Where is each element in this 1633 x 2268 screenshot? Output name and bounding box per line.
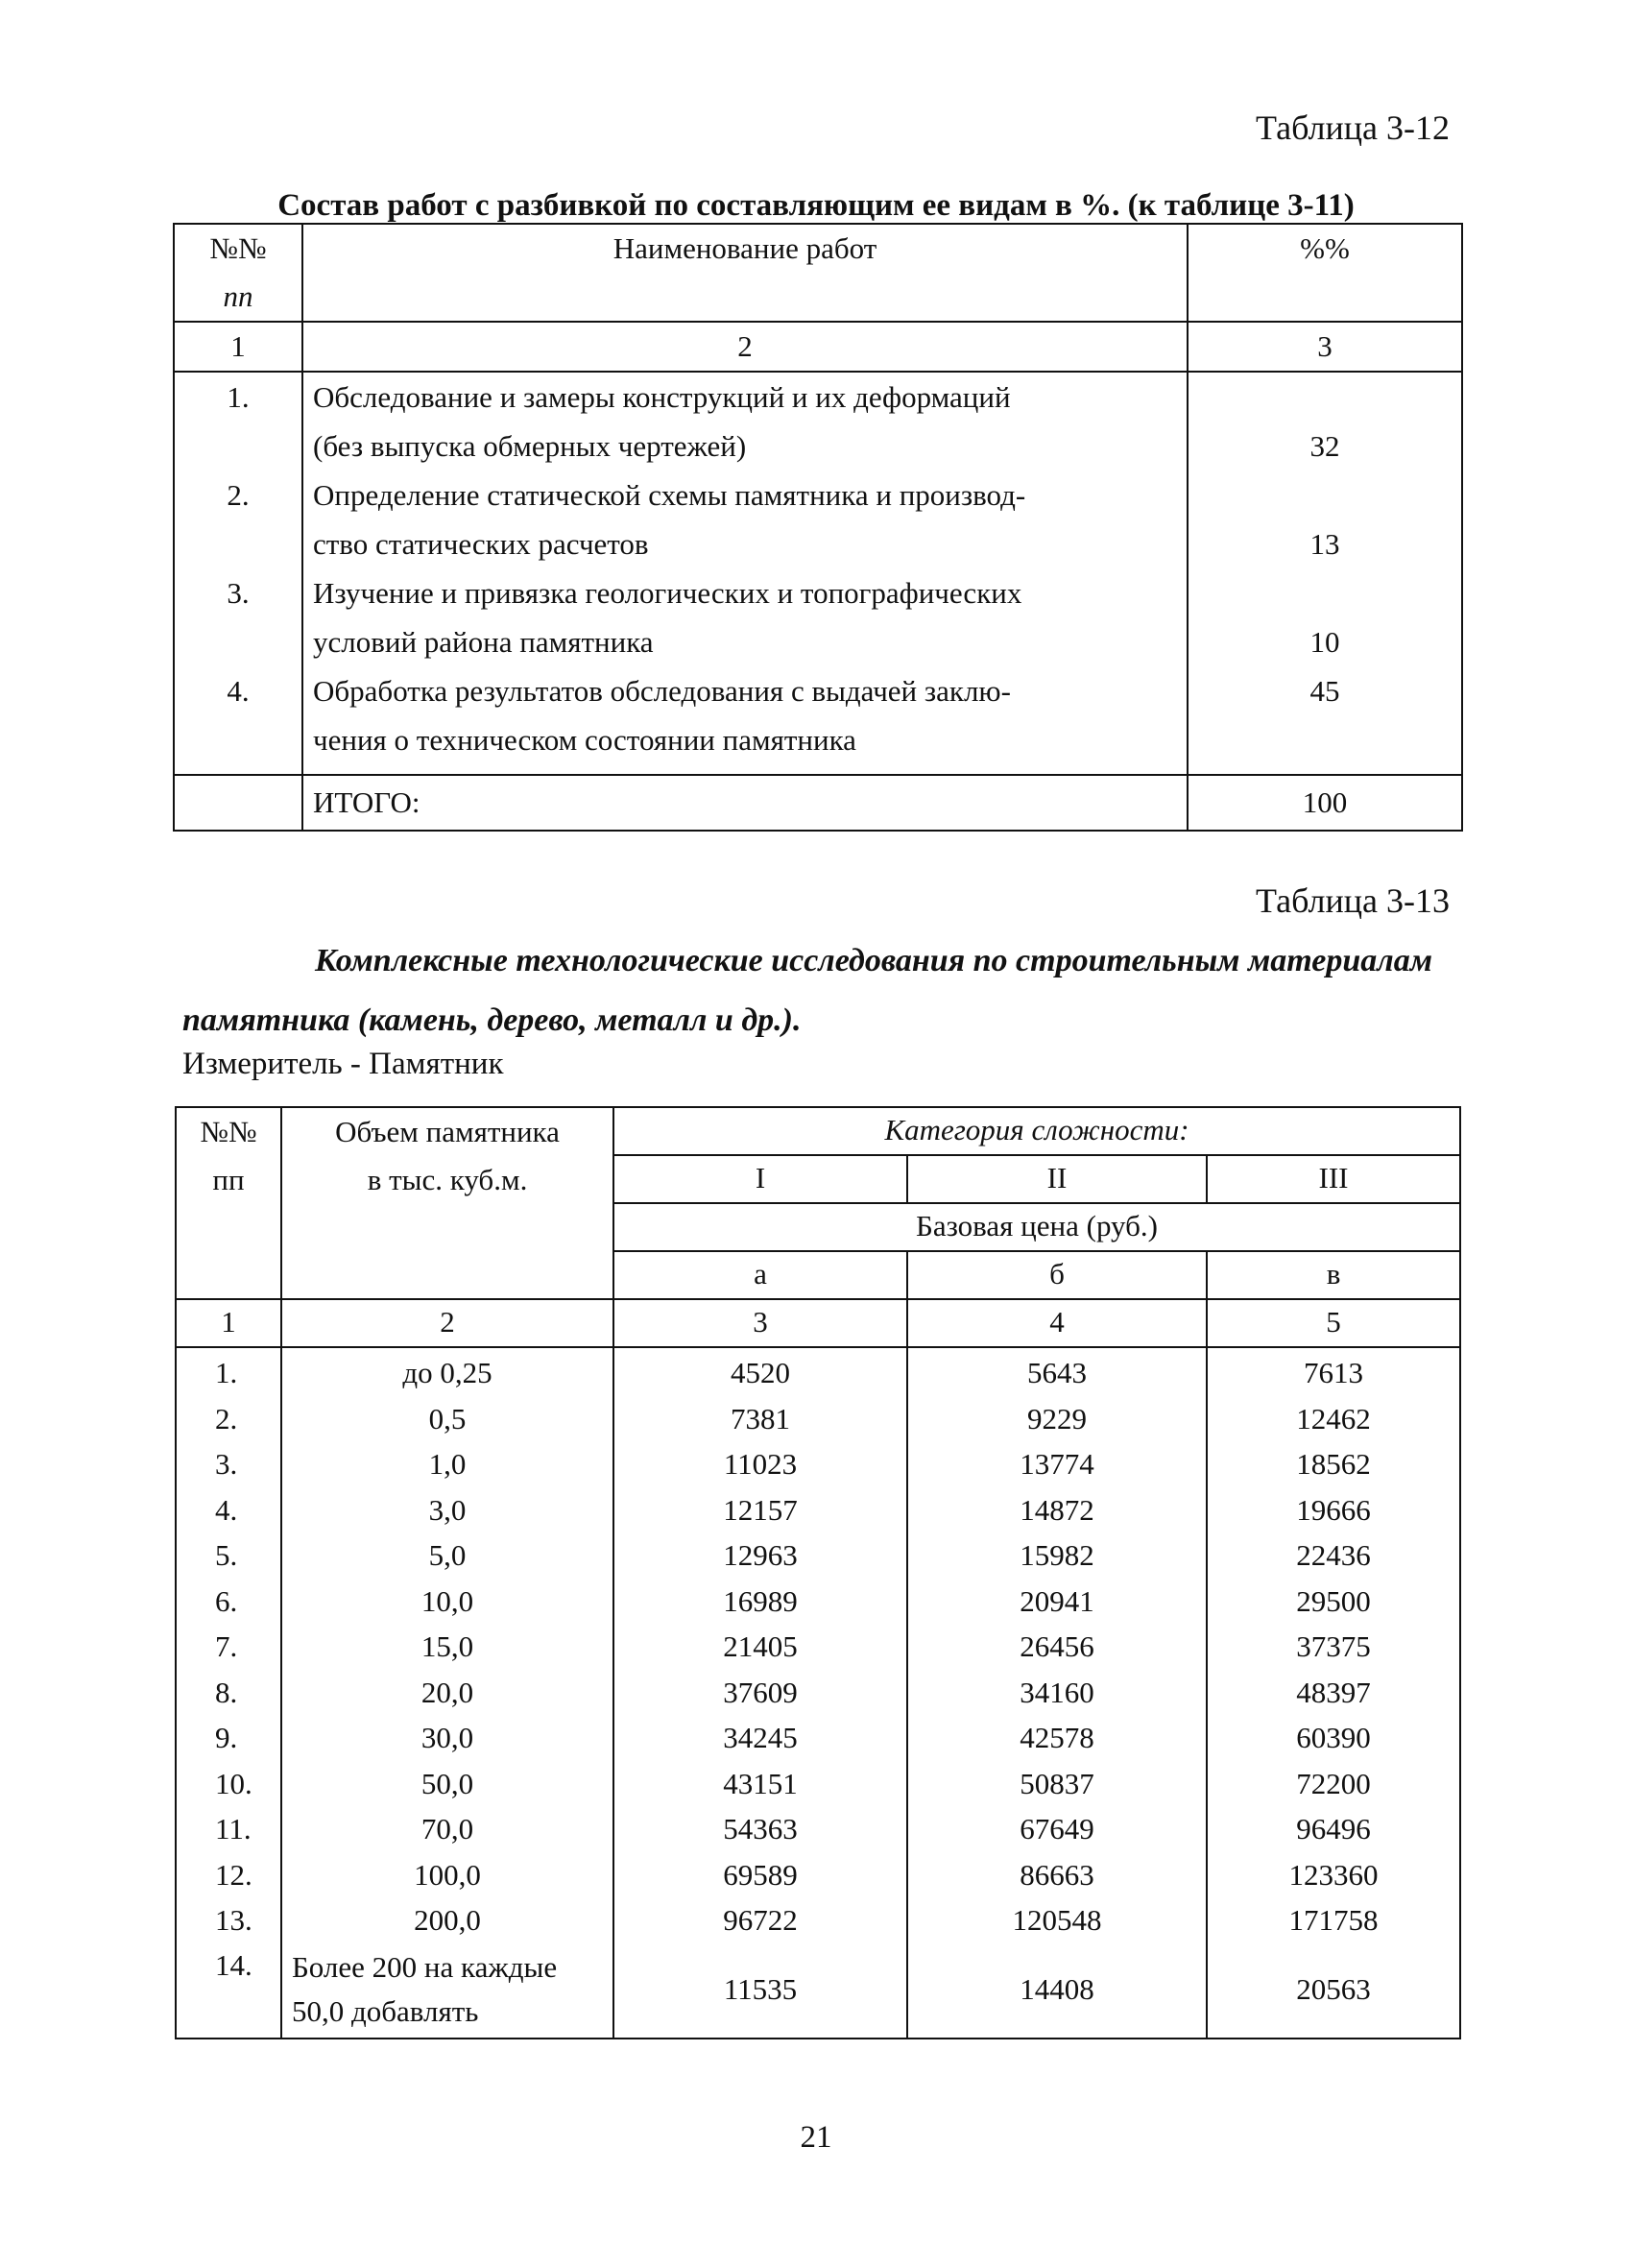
table2-label: Таблица 3-13 bbox=[1256, 881, 1450, 920]
table-row bbox=[176, 1670, 1460, 1716]
work-name-line: (без выпуска обмерных чертежей) bbox=[313, 429, 747, 463]
row-num: 9. bbox=[176, 1715, 281, 1761]
work-pct: 10 bbox=[1309, 625, 1340, 659]
table-row bbox=[176, 1579, 1460, 1625]
row-price-a: 11535 bbox=[613, 1943, 907, 2039]
page-number: 21 bbox=[800, 2120, 832, 2155]
work-pct: 13 bbox=[1309, 527, 1340, 561]
row-price-b: 13774 bbox=[907, 1441, 1207, 1487]
row-num: 4. bbox=[176, 1487, 281, 1533]
table-row-num: 4. bbox=[227, 674, 250, 708]
row-price-c: 20563 bbox=[1207, 1943, 1460, 2039]
row-price-c: 96496 bbox=[1207, 1806, 1460, 1852]
category-2: II bbox=[907, 1155, 1207, 1203]
table-row-num: 2. bbox=[227, 478, 250, 512]
table1-header-row bbox=[174, 224, 1462, 322]
row-price-a: 96722 bbox=[613, 1897, 907, 1943]
row-price-a: 4520 bbox=[613, 1347, 907, 1396]
work-name-line: Определение статической схемы памятника и производ- bbox=[313, 478, 1026, 512]
row-num: 14. bbox=[176, 1943, 281, 2039]
table-row-num: 1. bbox=[227, 380, 250, 414]
row-price-b: 120548 bbox=[907, 1897, 1207, 1943]
work-name-line: условий района памятника bbox=[313, 625, 654, 659]
row-volume: 0,5 bbox=[281, 1396, 613, 1442]
row-price-a: 54363 bbox=[613, 1806, 907, 1852]
row-num: 3. bbox=[176, 1441, 281, 1487]
row-price-b: 26456 bbox=[907, 1624, 1207, 1670]
row-num: 10. bbox=[176, 1761, 281, 1807]
table-row bbox=[176, 1396, 1460, 1442]
work-name-line: чения о техническом состоянии памятника bbox=[313, 723, 856, 757]
row-volume: до 0,25 bbox=[281, 1347, 613, 1396]
table1-pct-column bbox=[1188, 372, 1462, 775]
row-price-a: 43151 bbox=[613, 1761, 907, 1807]
row-volume: 50,0 bbox=[281, 1761, 613, 1807]
table-row bbox=[176, 1806, 1460, 1852]
row-volume: 3,0 bbox=[281, 1487, 613, 1533]
row-volume: Более 200 на каждые 50,0 добавлять bbox=[281, 1943, 613, 2039]
table-row bbox=[176, 1624, 1460, 1670]
table-row bbox=[176, 1897, 1460, 1943]
category-1: I bbox=[613, 1155, 907, 1203]
row-num: 2. bbox=[176, 1396, 281, 1442]
table1-num-column bbox=[174, 372, 302, 775]
letter-b: б bbox=[907, 1251, 1207, 1299]
work-pct: 32 bbox=[1309, 429, 1340, 463]
row-num: 7. bbox=[176, 1624, 281, 1670]
table2-header-volume: Объем памятника в тыс. куб.м. bbox=[281, 1107, 613, 1299]
row-price-b: 86663 bbox=[907, 1852, 1207, 1898]
row-volume: 100,0 bbox=[281, 1852, 613, 1898]
letter-c: в bbox=[1207, 1251, 1460, 1299]
row-price-c: 123360 bbox=[1207, 1852, 1460, 1898]
work-pct: 45 bbox=[1309, 674, 1340, 708]
letter-a: а bbox=[613, 1251, 907, 1299]
row-num: 13. bbox=[176, 1897, 281, 1943]
row-price-b: 50837 bbox=[907, 1761, 1207, 1807]
table-row bbox=[176, 1487, 1460, 1533]
row-volume: 200,0 bbox=[281, 1897, 613, 1943]
row-price-a: 12963 bbox=[613, 1532, 907, 1579]
row-price-c: 18562 bbox=[1207, 1441, 1460, 1487]
table1-caption: Состав работ с разбивкой по составляющим ее видам в %. (к таблице 3-11) bbox=[277, 188, 1355, 223]
table1 bbox=[173, 223, 1463, 832]
work-name-line: Изучение и привязка геологических и топографических bbox=[313, 576, 1022, 610]
row-num: 1. bbox=[176, 1347, 281, 1396]
row-price-a: 21405 bbox=[613, 1624, 907, 1670]
row-num: 12. bbox=[176, 1852, 281, 1898]
row-price-b: 14408 bbox=[907, 1943, 1207, 2039]
row-volume: 70,0 bbox=[281, 1806, 613, 1852]
table2-column-numbers: 1 2 3 4 5 bbox=[176, 1299, 1460, 1347]
table2-header-base-price: Базовая цена (руб.) bbox=[613, 1203, 1460, 1251]
total-value: 100 bbox=[1188, 775, 1462, 831]
row-price-c: 171758 bbox=[1207, 1897, 1460, 1943]
row-price-a: 7381 bbox=[613, 1396, 907, 1442]
table1-name-column bbox=[302, 372, 1188, 775]
table1-header-num: №№ пп bbox=[174, 224, 302, 322]
row-price-a: 69589 bbox=[613, 1852, 907, 1898]
table-row bbox=[176, 1441, 1460, 1487]
table2-header-category: Категория сложности: bbox=[613, 1107, 1460, 1155]
row-price-b: 14872 bbox=[907, 1487, 1207, 1533]
row-price-b: 5643 bbox=[907, 1347, 1207, 1396]
row-volume: 20,0 bbox=[281, 1670, 613, 1716]
table-row bbox=[176, 1852, 1460, 1898]
work-name-line: Обследование и замеры конструкций и их деформаций bbox=[313, 380, 1011, 414]
row-price-c: 29500 bbox=[1207, 1579, 1460, 1625]
table2 bbox=[175, 1106, 1461, 2039]
row-price-c: 72200 bbox=[1207, 1761, 1460, 1807]
row-price-c: 37375 bbox=[1207, 1624, 1460, 1670]
table2-header-num: №№ пп bbox=[176, 1107, 281, 1299]
table-row bbox=[176, 1532, 1460, 1579]
row-price-c: 48397 bbox=[1207, 1670, 1460, 1716]
category-3: III bbox=[1207, 1155, 1460, 1203]
row-price-c: 60390 bbox=[1207, 1715, 1460, 1761]
row-volume: 15,0 bbox=[281, 1624, 613, 1670]
table2-measure: Измеритель - Памятник bbox=[182, 1047, 504, 1081]
table-row bbox=[176, 1943, 1460, 2039]
row-price-c: 19666 bbox=[1207, 1487, 1460, 1533]
table-row bbox=[176, 1347, 1460, 1396]
row-price-b: 15982 bbox=[907, 1532, 1207, 1579]
table-row bbox=[176, 1761, 1460, 1807]
table-row bbox=[176, 1715, 1460, 1761]
row-volume: 1,0 bbox=[281, 1441, 613, 1487]
row-price-a: 11023 bbox=[613, 1441, 907, 1487]
table1-header-pct: %% bbox=[1188, 224, 1462, 322]
table2-caption: Комплексные технологические исследования по строительным материалам памятника (камень, дерево, металл и др.). bbox=[182, 943, 1432, 1038]
row-price-a: 37609 bbox=[613, 1670, 907, 1716]
total-label: ИТОГО: bbox=[302, 775, 1188, 831]
work-name-line: ство статических расчетов bbox=[313, 527, 649, 561]
row-num: 5. bbox=[176, 1532, 281, 1579]
row-price-a: 34245 bbox=[613, 1715, 907, 1761]
row-price-a: 12157 bbox=[613, 1487, 907, 1533]
row-num: 8. bbox=[176, 1670, 281, 1716]
row-volume: 30,0 bbox=[281, 1715, 613, 1761]
table1-body bbox=[174, 372, 1462, 775]
row-price-b: 9229 bbox=[907, 1396, 1207, 1442]
row-price-a: 16989 bbox=[613, 1579, 907, 1625]
table1-total-row bbox=[174, 775, 1462, 831]
row-price-b: 20941 bbox=[907, 1579, 1207, 1625]
row-price-b: 67649 bbox=[907, 1806, 1207, 1852]
table1-label: Таблица 3-12 bbox=[1256, 109, 1450, 147]
row-volume: 5,0 bbox=[281, 1532, 613, 1579]
row-volume: 10,0 bbox=[281, 1579, 613, 1625]
row-price-c: 22436 bbox=[1207, 1532, 1460, 1579]
row-price-c: 7613 bbox=[1207, 1347, 1460, 1396]
work-name-line: Обработка результатов обследования с выдачей заклю- bbox=[313, 674, 1011, 708]
row-price-b: 42578 bbox=[907, 1715, 1207, 1761]
table1-header-name: Наименование работ bbox=[302, 224, 1188, 322]
table1-column-numbers: 1 2 3 bbox=[174, 322, 1462, 372]
row-num: 6. bbox=[176, 1579, 281, 1625]
row-num: 11. bbox=[176, 1806, 281, 1852]
table-row-num: 3. bbox=[227, 576, 250, 610]
row-price-b: 34160 bbox=[907, 1670, 1207, 1716]
row-price-c: 12462 bbox=[1207, 1396, 1460, 1442]
